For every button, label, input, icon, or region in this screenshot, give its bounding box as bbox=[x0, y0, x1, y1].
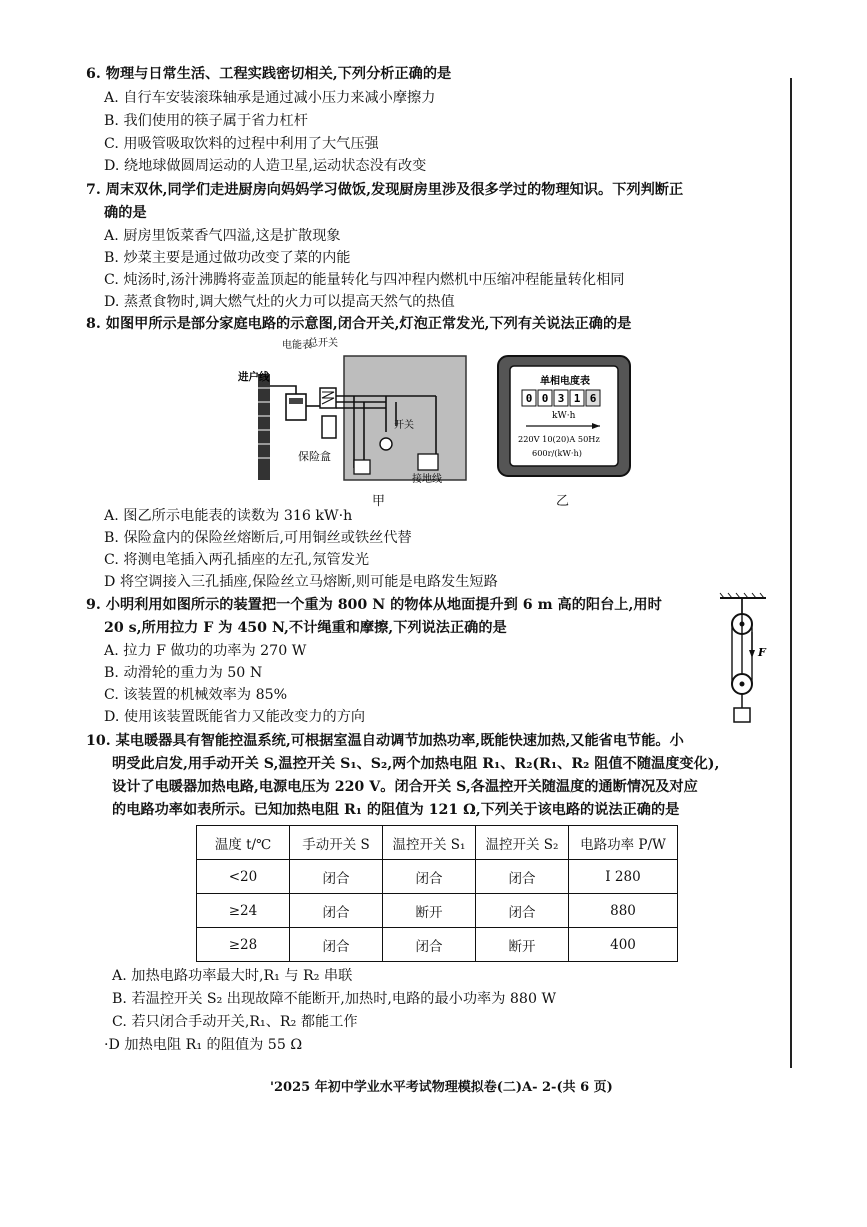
q7-option-b: B. 炒菜主要是通过做功改变了菜的内能 bbox=[104, 250, 351, 266]
household-circuit-figure bbox=[236, 336, 472, 486]
q10-option-a: A. 加热电路功率最大时,R₁ 与 R₂ 串联 bbox=[112, 968, 353, 984]
header-cell: 温控开关 S₂ bbox=[476, 826, 569, 860]
q9-stem-line2: 20 s,所用拉力 F 为 450 N,不计绳重和摩擦,下列说法正确的是 bbox=[104, 620, 507, 636]
meter-digit-5: 6 bbox=[589, 392, 597, 405]
table-row bbox=[197, 894, 678, 928]
q8-option-a: A. 图乙所示电能表的读数为 316 kW·h bbox=[104, 508, 353, 524]
fuse-box-label: 保险盒 bbox=[298, 450, 331, 463]
table-cell: 闭合 bbox=[476, 894, 569, 928]
meter-unit: kW·h bbox=[552, 411, 576, 421]
table-cell: 断开 bbox=[383, 894, 476, 928]
q7-stem-line2: 确的是 bbox=[104, 205, 147, 221]
q7-option-a: A. 厨房里饭菜香气四溢,这是扩散现象 bbox=[104, 228, 341, 244]
q9-option-b: B. 动滑轮的重力为 50 N bbox=[104, 665, 263, 681]
q9-option-c: C. 该装置的机械效率为 85% bbox=[104, 687, 288, 703]
pulley-figure bbox=[716, 592, 772, 728]
q10-option-c: C. 若只闭合手动开关,R₁、R₂ 都能工作 bbox=[112, 1014, 358, 1030]
q6-option-b: B. 我们使用的筷子属于省力杠杆 bbox=[104, 113, 308, 129]
q6-stem: 6. 物理与日常生活、工程实践密切相关,下列分析正确的是 bbox=[86, 66, 452, 82]
header-cell: 温度 t/℃ bbox=[197, 826, 290, 860]
power-table bbox=[196, 825, 678, 962]
table-cell: ≥24 bbox=[197, 894, 290, 928]
header-cell: 手动开关 S bbox=[290, 826, 383, 860]
q7-option-d: D. 蒸煮食物时,调大燃气灶的火力可以提高天然气的热值 bbox=[104, 294, 455, 310]
page-margin-line bbox=[790, 78, 792, 1068]
q10-stem-line3: 设计了电暖器加热电路,电源电压为 220 V。闭合开关 S,各温控开关随温度的通断情况及对应 bbox=[112, 779, 698, 795]
table-header-row bbox=[197, 826, 678, 860]
force-label: F bbox=[758, 646, 766, 659]
header-cell: 温控开关 S₁ bbox=[383, 826, 476, 860]
header-cell: 电路功率 P/W bbox=[569, 826, 678, 860]
q9-option-a: A. 拉力 F 做功的功率为 270 W bbox=[104, 643, 307, 659]
table-cell: 闭合 bbox=[290, 928, 383, 962]
table-cell: 闭合 bbox=[290, 894, 383, 928]
incoming-label: 进户线 bbox=[238, 371, 270, 383]
q6-option-d: D. 绕地球做圆周运动的人造卫星,运动状态没有改变 bbox=[104, 158, 427, 174]
ground-label: 接地线 bbox=[412, 474, 442, 485]
q7-stem-line1: 7. 周末双休,同学们走进厨房向妈妈学习做饭,发现厨房里涉及很多学过的物理知识。下列判断正 bbox=[86, 182, 684, 198]
q6-option-c: C. 用吸管吸取饮料的过程中利用了大气压强 bbox=[104, 136, 379, 152]
figure-jia-caption: 甲 bbox=[372, 494, 386, 509]
meter-digit-4: 1 bbox=[573, 392, 581, 405]
page-footer: '2025 年初中学业水平考试物理模拟卷(二)A- 2-(共 6 页) bbox=[270, 1080, 613, 1095]
meter-digit-1: 0 bbox=[525, 392, 533, 405]
q9-option-d: D. 使用该装置既能省力又能改变力的方向 bbox=[104, 709, 366, 725]
meter-digit-3: 3 bbox=[557, 392, 565, 405]
meter-rating: 220V 10(20)A 50Hz bbox=[518, 434, 600, 444]
electricity-meter-figure bbox=[496, 354, 632, 478]
table-row bbox=[197, 860, 678, 894]
q8-option-c: C. 将测电笔插入两孔插座的左孔,氖管发光 bbox=[104, 552, 370, 568]
main-switch-label: 总开关 bbox=[308, 338, 338, 349]
table-cell: 闭合 bbox=[383, 860, 476, 894]
meter-digit-2: 0 bbox=[541, 392, 549, 405]
meter-title: 单相电度表 bbox=[540, 376, 590, 387]
table-cell: 400 bbox=[569, 928, 678, 962]
table-cell: 闭合 bbox=[383, 928, 476, 962]
table-cell: 闭合 bbox=[476, 860, 569, 894]
table-cell: 断开 bbox=[476, 928, 569, 962]
table-row bbox=[197, 928, 678, 962]
meter-label: 电能表 bbox=[282, 340, 312, 351]
q8-stem: 8. 如图甲所示是部分家庭电路的示意图,闭合开关,灯泡正常发光,下列有关说法正确的是 bbox=[86, 316, 632, 332]
figure-yi-caption: 乙 bbox=[556, 494, 570, 509]
table-cell: <20 bbox=[197, 860, 290, 894]
meter-constant: 600r/(kW·h) bbox=[532, 448, 582, 458]
q6-option-a: A. 自行车安装滚珠轴承是通过减小压力来减小摩擦力 bbox=[104, 90, 436, 106]
table-cell: 闭合 bbox=[290, 860, 383, 894]
q10-stem-line2: 明受此启发,用手动开关 S,温控开关 S₁、S₂,两个加热电阻 R₁、R₂(R₁、R₂ 阻值不随温度变化), bbox=[112, 756, 720, 772]
q9-stem-line1: 9. 小明利用如图所示的装置把一个重为 800 N 的物体从地面提升到 6 m 高的阳台上,用时 bbox=[86, 597, 662, 613]
table-cell: I 280 bbox=[569, 860, 678, 894]
q7-option-c: C. 炖汤时,汤汁沸腾将壶盖顶起的能量转化与四冲程内燃机中压缩冲程能量转化相同 bbox=[104, 272, 625, 288]
switch-label: 开关 bbox=[394, 420, 414, 431]
q10-option-d: ·D 加热电阻 R₁ 的阻值为 55 Ω bbox=[104, 1037, 303, 1053]
q10-option-b: B. 若温控开关 S₂ 出现故障不能断开,加热时,电路的最小功率为 880 W bbox=[112, 991, 557, 1007]
table-cell: 880 bbox=[569, 894, 678, 928]
q8-option-b: B. 保险盒内的保险丝熔断后,可用铜丝或铁丝代替 bbox=[104, 530, 412, 546]
table-cell: ≥28 bbox=[197, 928, 290, 962]
q10-stem-line1: 10. 某电暖器具有智能控温系统,可根据室温自动调节加热功率,既能快速加热,又能省电节能。小 bbox=[86, 733, 684, 749]
q10-stem-line4: 的电路功率如表所示。已知加热电阻 R₁ 的阻值为 121 Ω,下列关于该电路的说法正确的是 bbox=[112, 802, 680, 818]
q8-option-d: D 将空调接入三孔插座,保险丝立马熔断,则可能是电路发生短路 bbox=[104, 574, 498, 590]
